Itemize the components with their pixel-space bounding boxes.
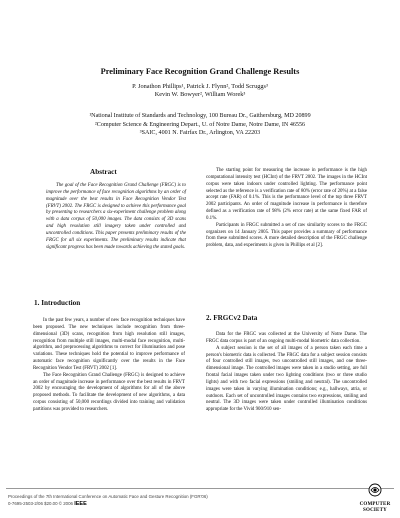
logo-text-line: COMPUTER [359, 502, 391, 507]
paragraph: Participants in FRGC submitted a set of raw similarity scores to the FRGC organizers on 14 January 2005. This paper provides a summary of performance from these submitted scores. A more detailed description of the FRGC challenge problem, data, and experiments is given in Phillips et al [2]. [206, 222, 367, 249]
paragraph: A subject session is the set of all images of a person taken each time a person's biometric data is collected. The FRGC data for a subject session consists of four controlled still images, two uncontrolled still images, and one three-dimensional image. The controlled images were taken in a studio setting, are full frontal facial images taken under two lighting conditions (two or three studio lights) and with two facial expressions (smiling and neutral). The uncontrolled images were taken in varying illumination conditions; e.g., hallways, atria, or outdoors. Each set of uncontrolled images contains two expressions, smiling and neutral. The 3D images were taken under controlled illumination conditions appropriate for the Vivid 900/910 sen- [206, 345, 367, 413]
paper-title: Preliminary Face Recognition Grand Challenge Results [100, 67, 300, 76]
paragraph: The starting point for measuring the increase in performance is the high computational intensity test (HCInt) of the FRVT 2002. The images in the HCInt corpus were taken indoors under controlled lighting. The performance point selected as the reference is a verification rate of 80% (error rate of 20%) at a false accept rate (FAR) of 0.1%. This is the performance level of the top three FRVT 2002 participants. An order of magnitude increase in performance is therefore defined as a verification rate of 98% (2% error rate) at the same fixed FAR of 0.1%. [206, 168, 367, 221]
paragraph: In the past few years, a number of new face recognition techniques have been proposed. The new techniques include recognition from three-dimensional (3D) scans, recognition from high resolution still images, recognition from multiple still images, multi-modal face recognition, multi-algorithm, and preprocessing algorithms to correct for illumination and pose variations. These techniques hold the potential to improve performance of automatic face recognition significantly over the results in the Face Recognition Vendor Test (FRVT) 2002 [1]. [33, 318, 185, 371]
right-column-body [206, 168, 367, 250]
abstract-heading: Abstract [90, 168, 117, 176]
affiliation-line: ³SAIC, 4001 N. Fairfax Dr., Arlington, VA 22203 [139, 130, 261, 136]
isbn-text: 0-7695-2503-2/06 $20.00 © 2006 [8, 501, 73, 506]
footer-divider [6, 488, 394, 489]
affiliation-list [0, 112, 400, 138]
computer-society-logo [353, 483, 397, 515]
abstract-text: The goal of the Face Recognition Grand Challenge (FRGC) is to improve the performance of face recognition algorithms by an order of magnitude over the best results in Face Recognition Vendor Test (FRVT) 2002. The FRGC is designed to achieve this performance goal by presenting to researchers a six-experiment challenge problem along with a data corpus of 50,000 images. The data consists of 3D scans and high resolution still imagery taken under controlled and uncontrolled conditions. This paper presents preliminary results of the FRGC for all six experiments. The preliminary results indicate that significant progress has been made towards achieving the stated goals. [46, 183, 186, 250]
abstract-body [46, 183, 186, 251]
author-line: Kevin W. Bowyer², William Worek³ [154, 91, 246, 99]
intro-body [33, 318, 185, 414]
paragraph: The Face Recognition Grand Challenge (FRGC) is designed to achieve an order of magnitude increase in performance over the best results in FRVT 2002 by encouraging the development of algorithms for all of the above proposed methods. To facilitate the development of new algorithms, a data corpus consisting of 50,000 recordings divided into training and validation partitions was provided to researchers. [33, 372, 185, 412]
logo-text-line: SOCIETY [363, 507, 387, 513]
proceedings-line: Proceedings of the 7th International Conference on Automatic Face and Gesture Recognition (FGR'06) [8, 494, 208, 499]
author-line: P. Jonathon Phillips¹, Patrick J. Flynn², Todd Scruggs³ [132, 83, 268, 90]
affiliation-line: ¹National Institute of Standards and Technology, 100 Bureau Dr., Gaithersburg, MD 20899 [89, 113, 311, 119]
section2-heading: 2. FRGCv2 Data [206, 314, 258, 322]
intro-heading: 1. Introduction [34, 299, 81, 307]
paragraph: Data for the FRGC was collected at the University of Notre Dame. The FRGC data corpus is part of an ongoing multi-modal biometric data collection. [206, 332, 367, 344]
computer-society-icon [368, 483, 382, 497]
page-footer [8, 493, 208, 508]
section2-body [206, 332, 367, 414]
isbn-line [8, 500, 208, 508]
ieee-label: IEEE [74, 501, 87, 507]
affiliation-line: ²Computer Science & Engineering Depart., U. of Notre Dame, Notre Dame, IN 46556 [94, 121, 306, 128]
author-list [0, 83, 400, 100]
